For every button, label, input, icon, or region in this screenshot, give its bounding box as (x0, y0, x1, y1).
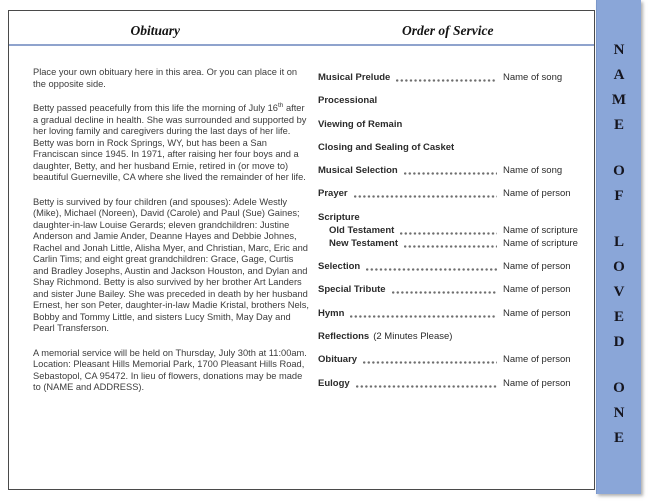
order-of-service-item (318, 142, 587, 154)
name-of-loved-one-banner (596, 0, 641, 494)
order-of-service-item (318, 119, 587, 131)
order-item-label: Eulogy (318, 377, 350, 389)
banner-letter: E (613, 430, 624, 446)
dotted-leader (354, 195, 497, 198)
dotted-leader (404, 172, 497, 175)
banner-letter: M (611, 92, 627, 108)
program-page (8, 10, 595, 490)
order-item-label: Closing and Sealing of Casket (318, 141, 455, 153)
dotted-leader (350, 315, 497, 318)
banner-letter: L (613, 234, 624, 250)
obituary-column (33, 67, 309, 407)
banner-word (613, 230, 625, 355)
banner-letter: O (613, 163, 625, 179)
dotted-leader (356, 385, 497, 388)
order-of-service-item (318, 354, 587, 366)
order-of-service-item (318, 261, 587, 273)
banner-letter: O (613, 380, 625, 396)
dotted-leader (404, 245, 497, 248)
obituary-title: Obituary (130, 23, 180, 38)
order-item-value: Name of person (503, 284, 571, 296)
banner-word (613, 376, 625, 451)
banner-letter: E (613, 117, 624, 133)
order-item-note: (2 Minutes Please) (373, 330, 453, 342)
order-item-label: Special Tribute (318, 284, 386, 296)
order-of-service-item (318, 308, 587, 320)
order-item-value: Name of person (503, 377, 571, 389)
banner-letter: F (614, 188, 624, 204)
banner-letter: O (613, 259, 625, 275)
order-of-service-item (318, 225, 587, 237)
order-item-label: Musical Prelude (318, 72, 391, 83)
order-item-value: Name of person (503, 354, 571, 366)
order-of-service-column (318, 72, 587, 401)
dotted-leader (396, 79, 497, 82)
dotted-leader (366, 268, 497, 271)
page-header (9, 11, 594, 46)
order-item-value: Name of song (503, 165, 563, 177)
order-item-label: Old Testament (329, 225, 395, 237)
dotted-leader (363, 361, 497, 364)
order-of-service-item (318, 331, 587, 343)
order-of-service-item (318, 212, 587, 224)
banner-letter: A (613, 67, 625, 83)
order-item-label: Musical Selection (318, 165, 398, 177)
order-item-value: Name of person (503, 261, 571, 273)
banner-letter: D (613, 334, 625, 350)
order-of-service-item (318, 95, 587, 107)
order-item-value: Name of person (503, 307, 571, 319)
order-item-label: New Testament (329, 237, 398, 249)
order-item-value: Name of song (503, 72, 563, 83)
order-of-service-item (318, 284, 587, 296)
order-of-service-item (318, 378, 587, 390)
order-item-value: Name of scripture (503, 225, 578, 237)
banner-word (612, 38, 626, 138)
banner-word (613, 159, 625, 209)
order-item-label: Reflections (318, 330, 370, 342)
order-of-service-item (318, 165, 587, 177)
dotted-leader (392, 291, 497, 294)
order-item-label: Processional (318, 95, 378, 107)
order-item-value: Name of person (503, 188, 571, 200)
banner-letter: N (613, 405, 625, 421)
obituary-header-cell (9, 11, 302, 44)
order-item-label: Prayer (318, 188, 348, 200)
banner-letter: N (613, 42, 625, 58)
order-of-service-item (318, 72, 587, 84)
order-item-label: Hymn (318, 307, 345, 319)
banner-letter: V (613, 284, 625, 300)
obituary-paragraph: A memorial service will be held on Thursday, July 30th at 11:00am. Location: Pleasant Hills Memorial Park, 1700 Pleasant Hills Road, Sebastopol, CA 95472. In lieu of flowers, donations may be made to (NAME and ADDRESS). (33, 347, 307, 392)
obituary-paragraph: Betty passed peacefully from this life the morning of July 16th after a gradual decline in health. She was surrounded and supported by her loving family and caregivers during the last days of her life. Betty was born in Rock Springs, WY, but has been a San Franciscan since 1945. In 1971, after raising her four boys and a daughter, Betty, and her husband Ernie, retired in (or move to) beautiful Guerneville, CA where she lived the remainder of her life. (33, 101, 307, 182)
order-of-service-item (318, 238, 587, 250)
order-of-service-item (318, 188, 587, 200)
obituary-paragraph: Betty is survived by four children (and spouses): Adele Westly (Mike), Michael (Noreen), David (Carole) and Paul (Sue) Gaines; daughter-in-law Louise Gerards; eleven grandchildren: Justine Anderson and Jamie Ander, Deanne Hayes and Debbie Johnes, Rachel and Jonah Little, Alisha Myer, and Christian, Marc, Eric and Carlin Tims; and eight great grandchildren: Grace, Gage, Curtis and Bradley Josephs, Austin and Jackson Houston, and Dylan and Shay Richmond. Betty is also survived by her brother Art Landers and sister June Bailey. She was preceded in death by her husband Ernest, her son Peter, daughter-in-law Madie Kristal, brothers Nels, Bobby and Tommy Little, and sisters Lucy Smith, May Day and Pearl Transferson. (33, 196, 309, 333)
order-item-label: Obituary (318, 354, 358, 366)
order-item-label: Selection (318, 261, 361, 273)
order-of-service-header-cell (302, 11, 595, 44)
order-item-label: Scripture (318, 211, 360, 223)
obituary-paragraph: Place your own obituary here in this area. Or you can place it on the opposite side. (33, 67, 298, 89)
order-of-service-title: Order of Service (402, 23, 494, 38)
banner-letter: E (613, 309, 624, 325)
order-item-value: Name of scripture (503, 237, 578, 249)
dotted-leader (400, 232, 497, 235)
order-item-label: Viewing of Remain (318, 118, 403, 130)
